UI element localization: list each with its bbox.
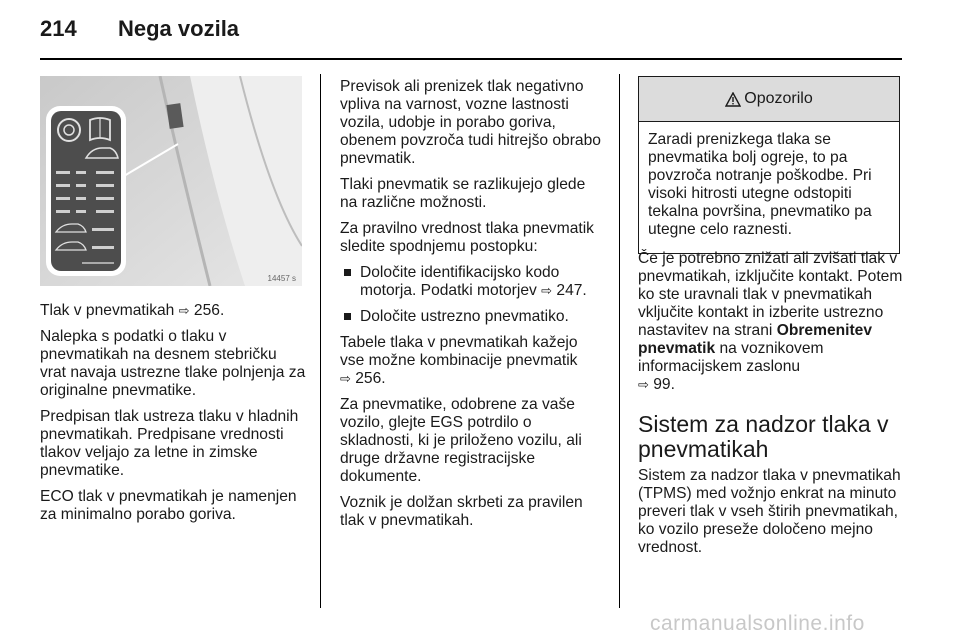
paragraph: ECO tlak v pnevmatikah je namenjen za minimalno porabo goriva. [40,488,297,523]
paragraph: Voznik je dolžan skrbeti za pravilen tlak v pnevmatikah. [340,494,583,529]
paragraph: Nalepka s podatki o tlaku v pnevmatikah na desnem stebričku vrat navaja ustrezne tlake polnjenja za originalne pnevmatike. [40,328,306,399]
bullet-square-icon [344,313,351,320]
warning-text: Zaradi prenizkega tlaka se pnevmatika bolj ogreje, to pa povzroča notranje poškodbe. Pri visoki hitrosti utegne odstopiti tekalna površina, pnevmatiko pa utegne celo raznesti. [648,131,872,238]
paragraph: Tlaki pnevmatik se razlikujejo glede na različne možnosti. [340,176,586,211]
tyre-pressure-ref: Tlak v pnevmatikah ⇨ 256. [40,302,225,319]
list-item: Določite identifikacijsko kodo motorja. Podatki motorjev ⇨ 247. [340,264,606,300]
tyre-pressure-label-figure [40,76,302,286]
header-rule [40,58,902,60]
paragraph: Tabele tlaka v pnevmatikah kažejo vse možne kombinacije pnevmatik ⇨ 256. [340,334,578,387]
column-3 [638,250,906,565]
page-title: Nega vozila [118,16,240,41]
ref-arrow-icon: ⇨ [340,371,351,386]
bullet-square-icon [344,269,351,276]
warning-header [639,77,899,122]
watermark: carmanualsonline.info [650,612,865,635]
paragraph: Za pravilno vrednost tlaka pnevmatik sledite spodnjemu postopku: [340,220,594,255]
column-1 [40,302,306,532]
paragraph: Sistem za nadzor tlaka v pnevmatikah (TPMS) med vožnjo enkrat na minuto preveri tlak v vseh štirih pnevmatikah, ko vozilo preseže določeno mejno vrednost. [638,467,901,556]
ref-arrow-icon: ⇨ [541,283,553,298]
paragraph: Za pnevmatike, odobrene za vaše vozilo, glejte EGS potrdilo o skladnosti, ki je priloženo vozilu, ali druge državne registracijske dokumente. [340,396,582,485]
column-divider-left [320,74,321,608]
section-heading: Sistem za nadzor tlaka v pnevmatikah [638,411,889,462]
paragraph: Če je potrebno znižati ali zvišati tlak v pnevmatikah, izključite kontakt. Potem ko ste uravnali tlak v pnevmatikah vključite kontakt in izberite ustrezno nastavitev na strani Obremenitev pnevmatik na voznikovem informacijskem zaslonu ⇨ 99. [638,250,903,393]
ref-arrow-icon: ⇨ [638,377,649,392]
warning-box [638,76,900,254]
figure-code: 14457 s [267,274,296,283]
paragraph: Previsok ali prenizek tlak negativno vpliva na varnost, vozne lastnosti vozila, udobje in porabo goriva, obenem povzroča tudi hitrejšo obrabo pnevmatik. [340,78,601,167]
page-number: 214 [40,16,77,41]
warning-triangle-icon [725,92,741,107]
warning-title: Opozorilo [744,90,813,107]
ref-arrow-icon: ⇨ [178,303,190,318]
paragraph: Predpisan tlak ustreza tlaku v hladnih pnevmatikah. Predpisane vrednosti tlakov veljajo za letne in zimske pnevmatike. [40,408,299,479]
list-item: Določite ustrezno pnevmatiko. [340,308,606,326]
door-pillar-illustration [40,76,302,286]
column-2 [340,78,606,538]
column-divider-right [619,74,620,608]
